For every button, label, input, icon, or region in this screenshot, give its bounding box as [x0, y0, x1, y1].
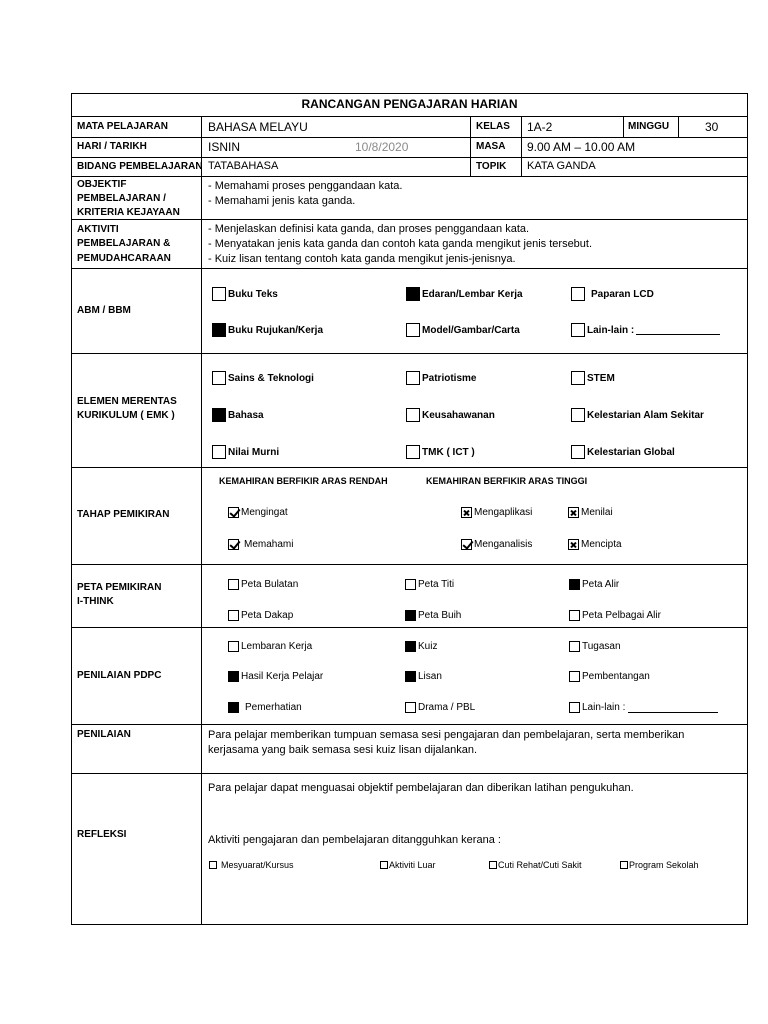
checkbox[interactable]	[571, 408, 585, 422]
row-divider	[71, 353, 748, 354]
emk-option[interactable]	[212, 445, 279, 459]
aktiviti-label-line: PEMBELAJARAN &	[77, 238, 171, 249]
checkbox[interactable]	[569, 579, 580, 590]
emk-label-line: KURIKULUM ( EMK )	[77, 410, 175, 421]
peta-option[interactable]	[228, 579, 298, 590]
column-divider	[678, 116, 679, 137]
option-label: Kelestarian Global	[587, 446, 675, 458]
refleksi-label: REFLEKSI	[77, 829, 127, 840]
checkbox[interactable]	[228, 610, 239, 621]
table-border-top	[71, 93, 748, 94]
checkbox[interactable]	[228, 507, 239, 518]
tahap-option[interactable]	[228, 539, 293, 550]
checkbox[interactable]	[405, 579, 416, 590]
emk-option[interactable]	[571, 445, 675, 459]
checkbox[interactable]	[568, 507, 579, 518]
column-divider	[521, 116, 522, 176]
emk-option[interactable]	[406, 408, 495, 422]
aktiviti-label-line: PEMUDAHCARAAN	[77, 253, 171, 264]
emk-option[interactable]	[571, 371, 615, 385]
kelas-value: 1A-2	[527, 120, 553, 134]
checkbox[interactable]	[212, 408, 226, 422]
checkbox[interactable]	[568, 539, 579, 550]
hari-value: ISNIN	[208, 140, 241, 154]
column-divider	[470, 116, 471, 176]
option-label: Mencipta	[581, 539, 622, 550]
checkbox[interactable]	[212, 371, 226, 385]
emk-option[interactable]	[212, 408, 264, 422]
emk-label-line: ELEMEN MERENTAS	[77, 396, 177, 407]
row-divider	[71, 116, 748, 117]
checkbox[interactable]	[461, 539, 472, 550]
option-label: Patriotisme	[422, 372, 477, 384]
refleksi-option[interactable]	[489, 860, 582, 870]
row-divider	[71, 268, 748, 269]
option-label: Pemerhatian	[245, 702, 302, 713]
option-label: Drama / PBL	[418, 702, 476, 713]
option-label: Peta Bulatan	[241, 579, 299, 590]
checkbox[interactable]	[489, 861, 497, 869]
penilaian-line: kerjasama yang baik semasa sesi kuiz lisan dijalankan.	[208, 744, 478, 756]
checkbox[interactable]	[212, 445, 226, 459]
bidang-value: TATABAHASA	[208, 160, 279, 172]
pdpc-option[interactable]	[228, 641, 312, 652]
checkbox[interactable]	[405, 641, 416, 652]
checkbox[interactable]	[380, 861, 388, 869]
checkbox[interactable]	[571, 371, 585, 385]
pdpc-option[interactable]	[228, 702, 302, 713]
emk-option[interactable]	[571, 408, 704, 422]
option-label: Model/Gambar/Carta	[422, 324, 520, 336]
option-label: Kuiz	[418, 641, 438, 652]
topik-label: TOPIK	[476, 161, 507, 172]
masa-label: MASA	[476, 141, 506, 152]
option-label: Edaran/Lembar Kerja	[422, 288, 523, 300]
option-label: STEM	[587, 372, 615, 384]
lain-lain-blank[interactable]	[636, 325, 720, 335]
abm-label: ABM / BBM	[77, 305, 131, 316]
pdpc-label: PENILAIAN PDPC	[77, 670, 162, 681]
refleksi-option[interactable]	[209, 860, 294, 870]
checkbox[interactable]	[569, 641, 580, 652]
minggu-label: MINGGU	[628, 121, 670, 132]
option-label: Buku Rujukan/Kerja	[228, 324, 324, 336]
option-label: Cuti Rehat/Cuti Sakit	[498, 860, 582, 870]
option-label: Sains & Teknologi	[228, 372, 314, 384]
option-label: Mengingat	[241, 507, 288, 518]
abm-option[interactable]	[571, 323, 720, 337]
tahap-option[interactable]	[461, 539, 532, 550]
pdpc-option[interactable]	[228, 671, 323, 682]
mata-pelajaran-label: MATA PELAJARAN	[77, 121, 168, 132]
penilaian-label: PENILAIAN	[77, 729, 131, 740]
checkbox[interactable]	[228, 539, 239, 550]
row-divider	[71, 219, 748, 220]
emk-option[interactable]	[212, 371, 314, 385]
emk-option[interactable]	[406, 371, 476, 385]
option-label: Menilai	[581, 507, 613, 518]
mata-pelajaran-value: BAHASA MELAYU	[208, 120, 308, 134]
row-divider	[71, 773, 748, 774]
checkbox[interactable]	[620, 861, 628, 869]
checkbox[interactable]	[406, 287, 420, 301]
row-divider	[71, 724, 748, 725]
checkbox[interactable]	[405, 702, 416, 713]
row-divider	[71, 467, 748, 468]
pdpc-option[interactable]	[405, 671, 442, 682]
checkbox[interactable]	[406, 371, 420, 385]
checkbox[interactable]	[406, 323, 420, 337]
option-label: Lembaran Kerja	[241, 641, 313, 652]
option-label: Peta Titi	[418, 579, 455, 590]
peta-label-line: I-THINK	[77, 596, 114, 607]
form-title: RANCANGAN PENGAJARAN HARIAN	[301, 97, 518, 111]
penilaian-line: Para pelajar memberikan tumpuan semasa sesi pengajaran dan pembelajaran, serta memberikan	[208, 729, 685, 741]
checkbox[interactable]	[406, 445, 420, 459]
pdpc-option[interactable]	[405, 702, 475, 713]
abm-option[interactable]	[212, 323, 323, 337]
bidang-label: BIDANG PEMBELAJARAN	[77, 161, 203, 172]
hari-tarikh-label: HARI / TARIKH	[77, 141, 147, 152]
aktiviti-line: - Kuiz lisan tentang contoh kata ganda mengikut jenis-jenisnya.	[208, 253, 516, 265]
kbar-header: KEMAHIRAN BERFIKIR ARAS RENDAH	[219, 476, 388, 486]
tahap-option[interactable]	[461, 507, 532, 518]
refleksi-option[interactable]	[620, 860, 699, 870]
abm-option[interactable]	[406, 287, 523, 301]
column-divider	[623, 116, 624, 137]
tahap-option[interactable]	[568, 539, 622, 550]
table-border-right	[747, 93, 748, 925]
peta-option[interactable]	[405, 579, 454, 590]
objektif-label-line: OBJEKTIF	[77, 179, 127, 190]
option-label: Aktiviti Luar	[389, 860, 436, 870]
row-divider	[71, 157, 748, 158]
refleksi-line: Aktiviti pengajaran dan pembelajaran ditangguhkan kerana :	[208, 834, 501, 846]
option-label: Peta Buih	[418, 610, 462, 621]
abm-option[interactable]	[406, 323, 520, 337]
pdpc-option[interactable]	[569, 641, 621, 652]
option-label: Mesyuarat/Kursus	[221, 860, 294, 870]
checkbox[interactable]	[405, 671, 416, 682]
peta-label-line: PETA PEMIKIRAN	[77, 582, 162, 593]
option-label: Peta Alir	[582, 579, 620, 590]
topik-value: KATA GANDA	[527, 160, 596, 172]
checkbox[interactable]	[212, 287, 226, 301]
abm-option[interactable]	[571, 287, 654, 301]
option-label: Lisan	[418, 671, 442, 682]
option-label: Menganalisis	[474, 539, 533, 550]
row-divider	[71, 627, 748, 628]
checkbox[interactable]	[228, 671, 239, 682]
tarikh-value: 10/8/2020	[355, 140, 409, 154]
option-label: TMK ( ICT )	[422, 446, 475, 458]
option-label: Program Sekolah	[629, 860, 699, 870]
option-label: Hasil Kerja Pelajar	[241, 671, 324, 682]
option-label: Kelestarian Alam Sekitar	[587, 409, 704, 421]
aktiviti-line: - Menjelaskan definisi kata ganda, dan proses penggandaan kata.	[208, 223, 530, 235]
checkbox[interactable]	[405, 610, 416, 621]
minggu-value: 30	[705, 120, 719, 134]
pdpc-option[interactable]	[569, 702, 718, 713]
objektif-line: - Memahami jenis kata ganda.	[208, 195, 356, 207]
checkbox[interactable]	[209, 861, 217, 869]
lain-lain-blank[interactable]	[628, 703, 718, 713]
checkbox[interactable]	[228, 702, 239, 713]
pdpc-option[interactable]	[405, 641, 437, 652]
tahap-option[interactable]	[568, 507, 613, 518]
tahap-label: TAHAP PEMIKIRAN	[77, 509, 170, 520]
checkbox[interactable]	[461, 507, 472, 518]
aktiviti-line: - Menyatakan jenis kata ganda dan contoh kata ganda mengikut jenis tersebut.	[208, 238, 593, 250]
objektif-label-line: KRITERIA KEJAYAAN	[77, 207, 180, 218]
option-label: Mengaplikasi	[474, 507, 533, 518]
kbat-header: KEMAHIRAN BERFIKIR ARAS TINGGI	[426, 476, 588, 486]
masa-value: 9.00 AM – 10.00 AM	[527, 140, 636, 154]
option-label: Memahami	[244, 539, 294, 550]
option-label: Buku Teks	[228, 288, 278, 300]
emk-option[interactable]	[406, 445, 475, 459]
checkbox[interactable]	[406, 408, 420, 422]
row-divider	[71, 564, 748, 565]
checkbox[interactable]	[212, 323, 226, 337]
refleksi-option[interactable]	[380, 860, 436, 870]
checkbox[interactable]	[571, 287, 585, 301]
checkbox[interactable]	[569, 702, 580, 713]
checkbox[interactable]	[569, 610, 580, 621]
table-border-bottom	[71, 924, 748, 925]
option-label: Peta Pelbagai Alir	[582, 610, 661, 621]
pdpc-option[interactable]	[569, 671, 650, 682]
option-label: Lain-lain :	[582, 702, 626, 713]
peta-option[interactable]	[405, 610, 461, 621]
checkbox[interactable]	[228, 579, 239, 590]
option-label: Tugasan	[582, 641, 621, 652]
option-label: Paparan LCD	[591, 288, 654, 300]
checkbox[interactable]	[571, 445, 585, 459]
option-label: Pembentangan	[582, 671, 650, 682]
peta-option[interactable]	[228, 610, 293, 621]
aktiviti-label-line: AKTIVITI	[77, 224, 119, 235]
table-border-left	[71, 93, 72, 925]
abm-option[interactable]	[212, 287, 278, 301]
tahap-option[interactable]	[228, 507, 288, 518]
kelas-label: KELAS	[476, 121, 510, 132]
option-label: Nilai Murni	[228, 446, 280, 458]
peta-option[interactable]	[569, 610, 661, 621]
peta-option[interactable]	[569, 579, 619, 590]
label-column-divider	[201, 116, 202, 925]
checkbox[interactable]	[228, 641, 239, 652]
option-label: Bahasa	[228, 409, 264, 421]
refleksi-line: Para pelajar dapat menguasai objektif pembelajaran dan diberikan latihan pengukuhan.	[208, 782, 634, 794]
option-label: Keusahawanan	[422, 409, 495, 421]
checkbox[interactable]	[569, 671, 580, 682]
row-divider	[71, 137, 748, 138]
checkbox[interactable]	[571, 323, 585, 337]
option-label: Peta Dakap	[241, 610, 294, 621]
objektif-line: - Memahami proses penggandaan kata.	[208, 180, 403, 192]
row-divider	[71, 176, 748, 177]
option-label: Lain-lain :	[587, 324, 635, 336]
objektif-label-line: PEMBELAJARAN /	[77, 193, 166, 204]
